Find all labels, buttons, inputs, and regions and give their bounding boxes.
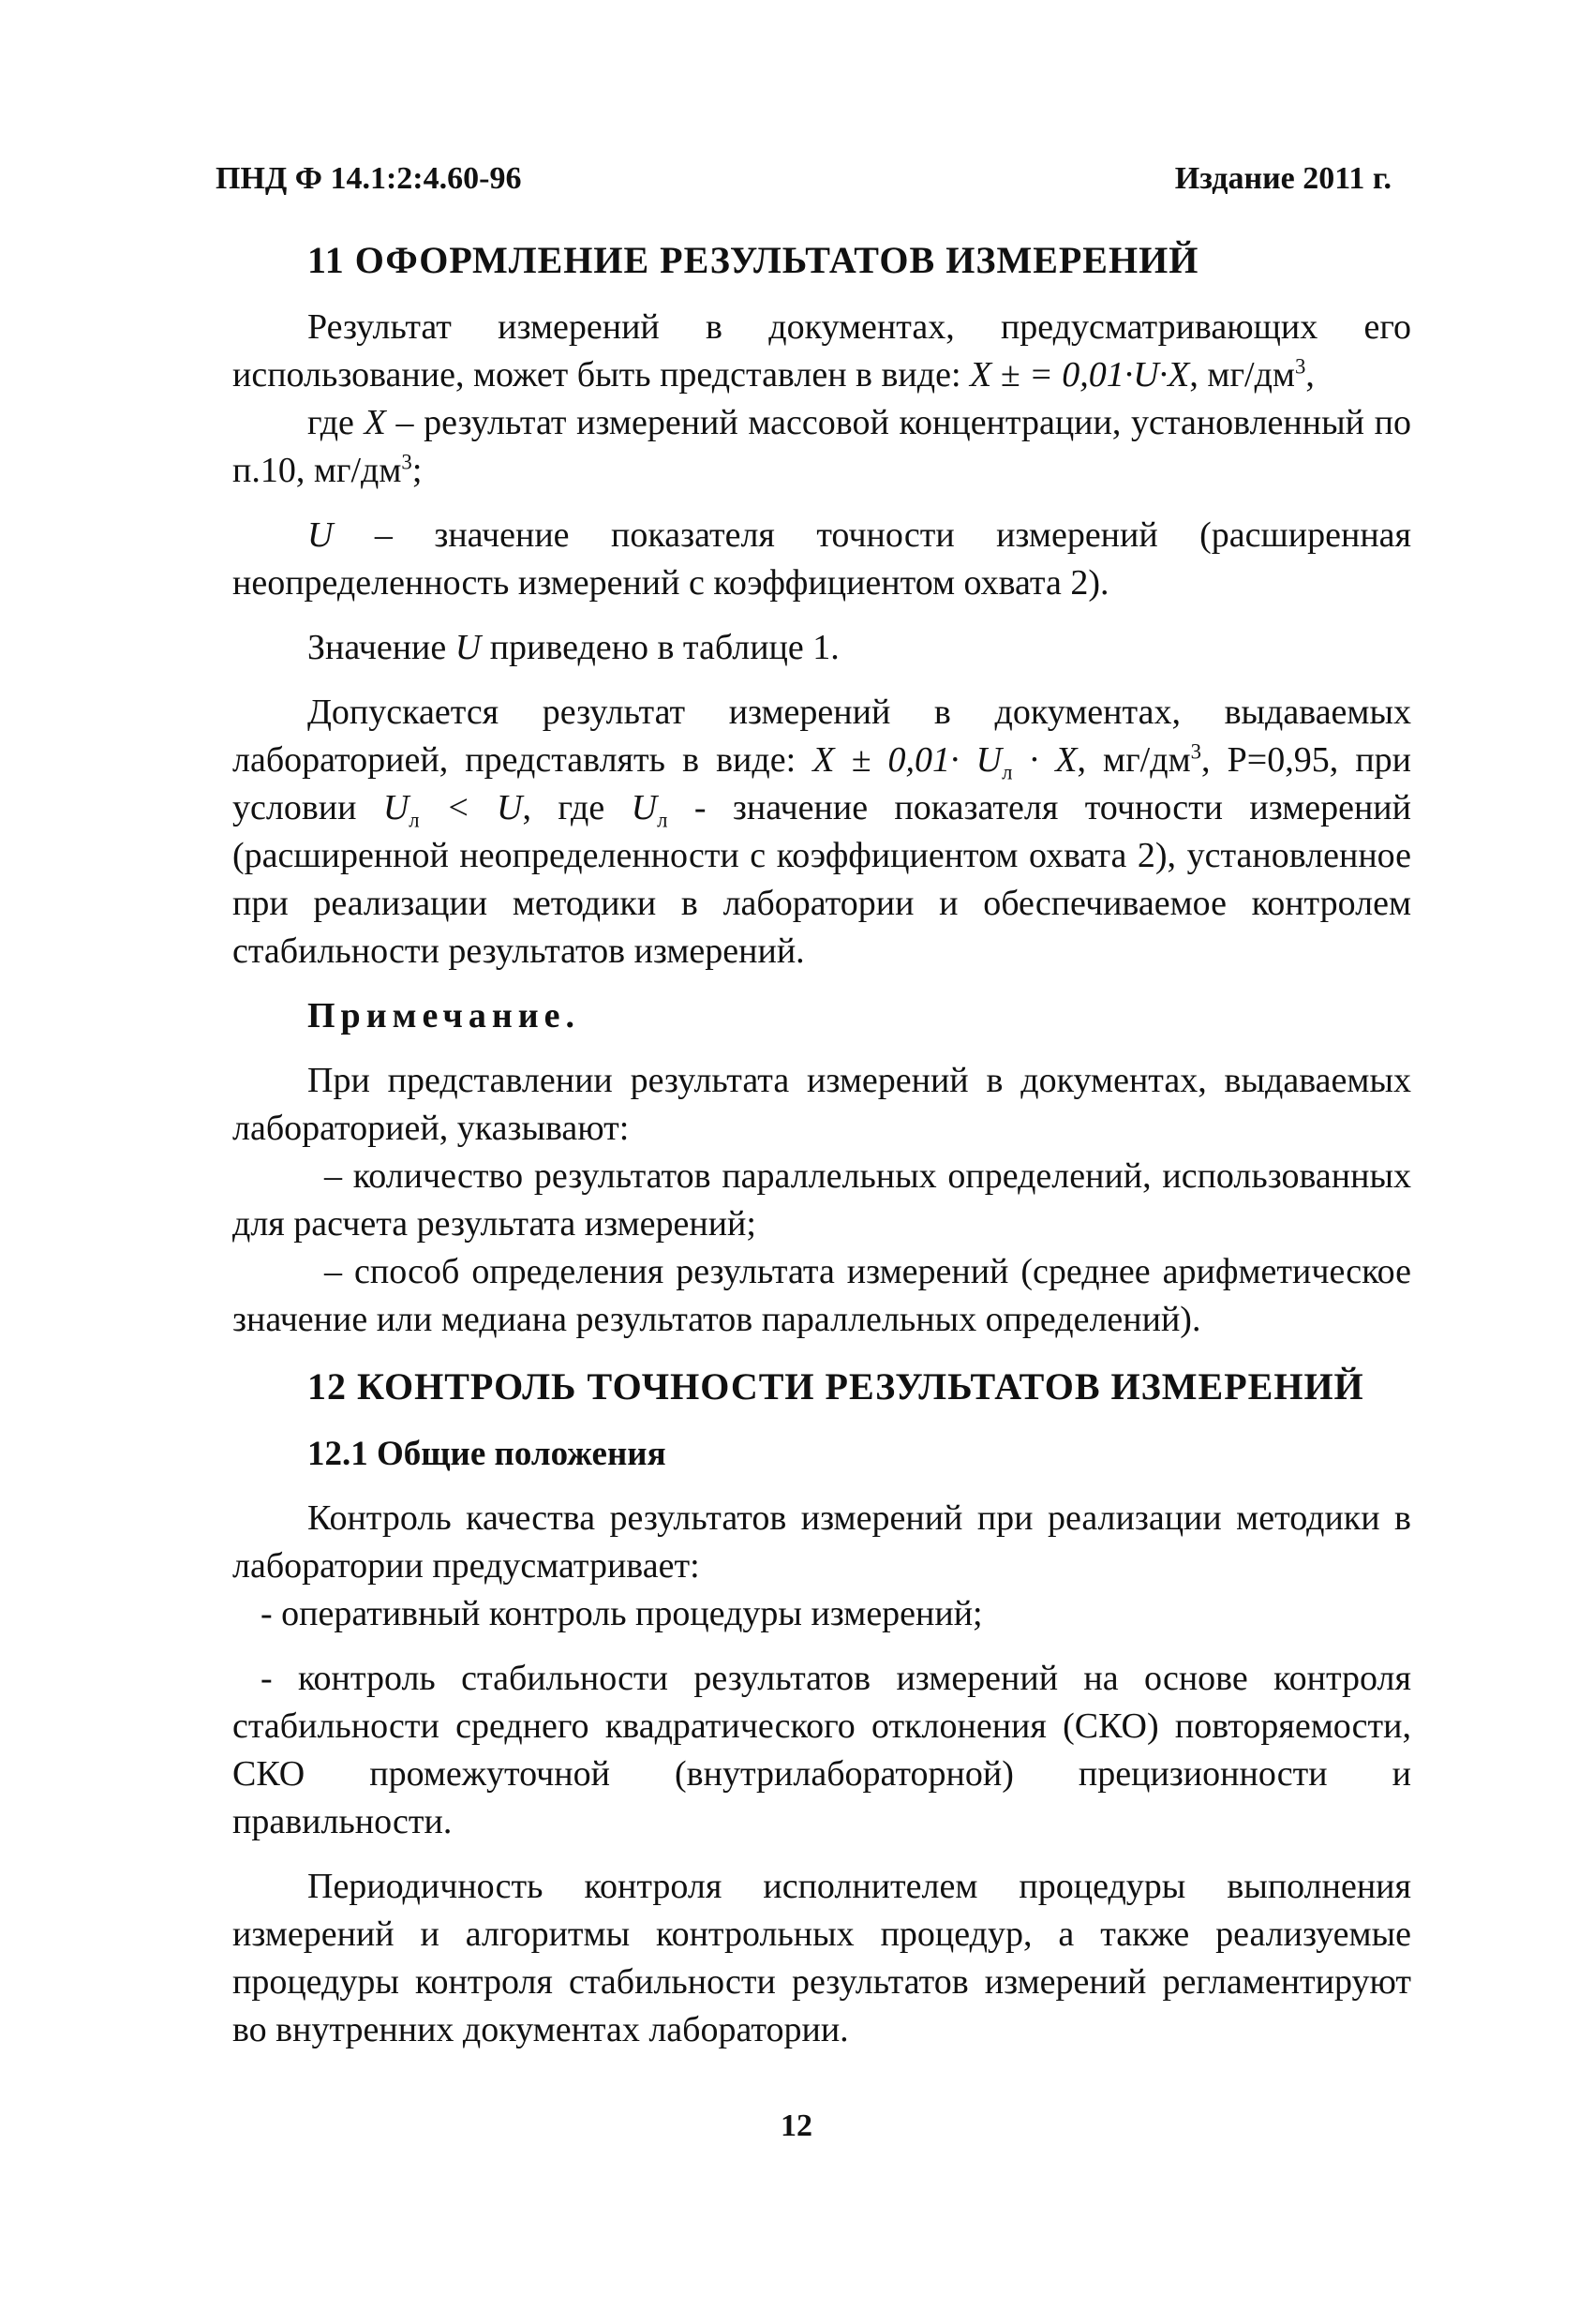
s11-paragraph-4: Значение U приведено в таблице 1.	[307, 628, 840, 667]
note-paragraph: При представлении результата измерений в документах, выдаваемых лабораторией, указывают:	[232, 1061, 1411, 1148]
section-12-title: 12 КОНТРОЛЬ ТОЧНОСТИ РЕЗУЛЬТАТОВ ИЗМЕРЕНИЙ	[307, 1365, 1364, 1408]
section-11-title: 11 ОФОРМЛЕНИЕ РЕЗУЛЬТАТОВ ИЗМЕРЕНИЙ	[307, 239, 1199, 281]
page-number: 12	[781, 2108, 812, 2143]
s12-paragraph-1: Контроль качества результатов измерений при реализации методики в лаборатории предусматривает:	[232, 1498, 1411, 1586]
document-body	[232, 234, 1411, 2054]
formula-result: X ± = 0,01·U·X	[970, 355, 1190, 395]
s12-list-item-2: - контроль стабильности результатов измерений на основе контроля стабильности среднего квадратического отклонения (СКО) повторяемости, СКО промежуточной (внутрилабораторной) прецизионности и правильности.	[232, 1659, 1411, 1841]
note-list-item-2: – способ определения результата измерений (среднее арифметическое значение или медиана результатов параллельных определений).	[232, 1252, 1411, 1339]
subsection-12-1-title: 12.1 Общие положения	[307, 1435, 666, 1473]
s11-paragraph-1: Результат измерений в документах, предусматривающих его использование, может быть представлен в виде: X ± = 0,01·U·X, $мг/дм^3$,	[232, 307, 1411, 395]
s11-paragraph-2: где X – результат измерений массовой концентрации, установленный по п.10, $мг/дм^3$;	[232, 403, 1411, 490]
s12-paragraph-2: Периодичность контроля исполнителем процедуры выполнения измерений и алгоритмы контрольных процедур, а также реализуемые процедуры контроля стабильности результатов измерений регламентируют во внутренних документах лаборатории.	[232, 1867, 1411, 2049]
s12-list-item-1: - оперативный контроль процедуры измерений;	[261, 1594, 983, 1633]
edition-label: Издание 2011 г.	[1174, 161, 1392, 196]
s11-paragraph-3: U – значение показателя точности измерений (расширенная неопределенность измерений с коэффициентом охвата 2).	[232, 515, 1411, 603]
note-title: Примечание.	[307, 996, 580, 1035]
note-list-item-1: – количество результатов параллельных определений, использованных для расчета результата измерений;	[232, 1156, 1411, 1244]
s11-paragraph-5: Допускается результат измерений в документах, выдаваемых лабораторией, представлять в виде: $X \pm 0,01\cdot U_л \cdot X$, $мг/дм^3$, P=0,95, при условии $U_л < U$, где $U_л$ - значение показателя точности измерений (расширенной неопределенности с коэффициентом охвата 2), установленное при реализации методики в лаборатории и обеспечиваемое контролем стабильности результатов измерений.	[232, 693, 1411, 971]
doc-code: ПНД Ф 14.1:2:4.60-96	[216, 161, 522, 196]
